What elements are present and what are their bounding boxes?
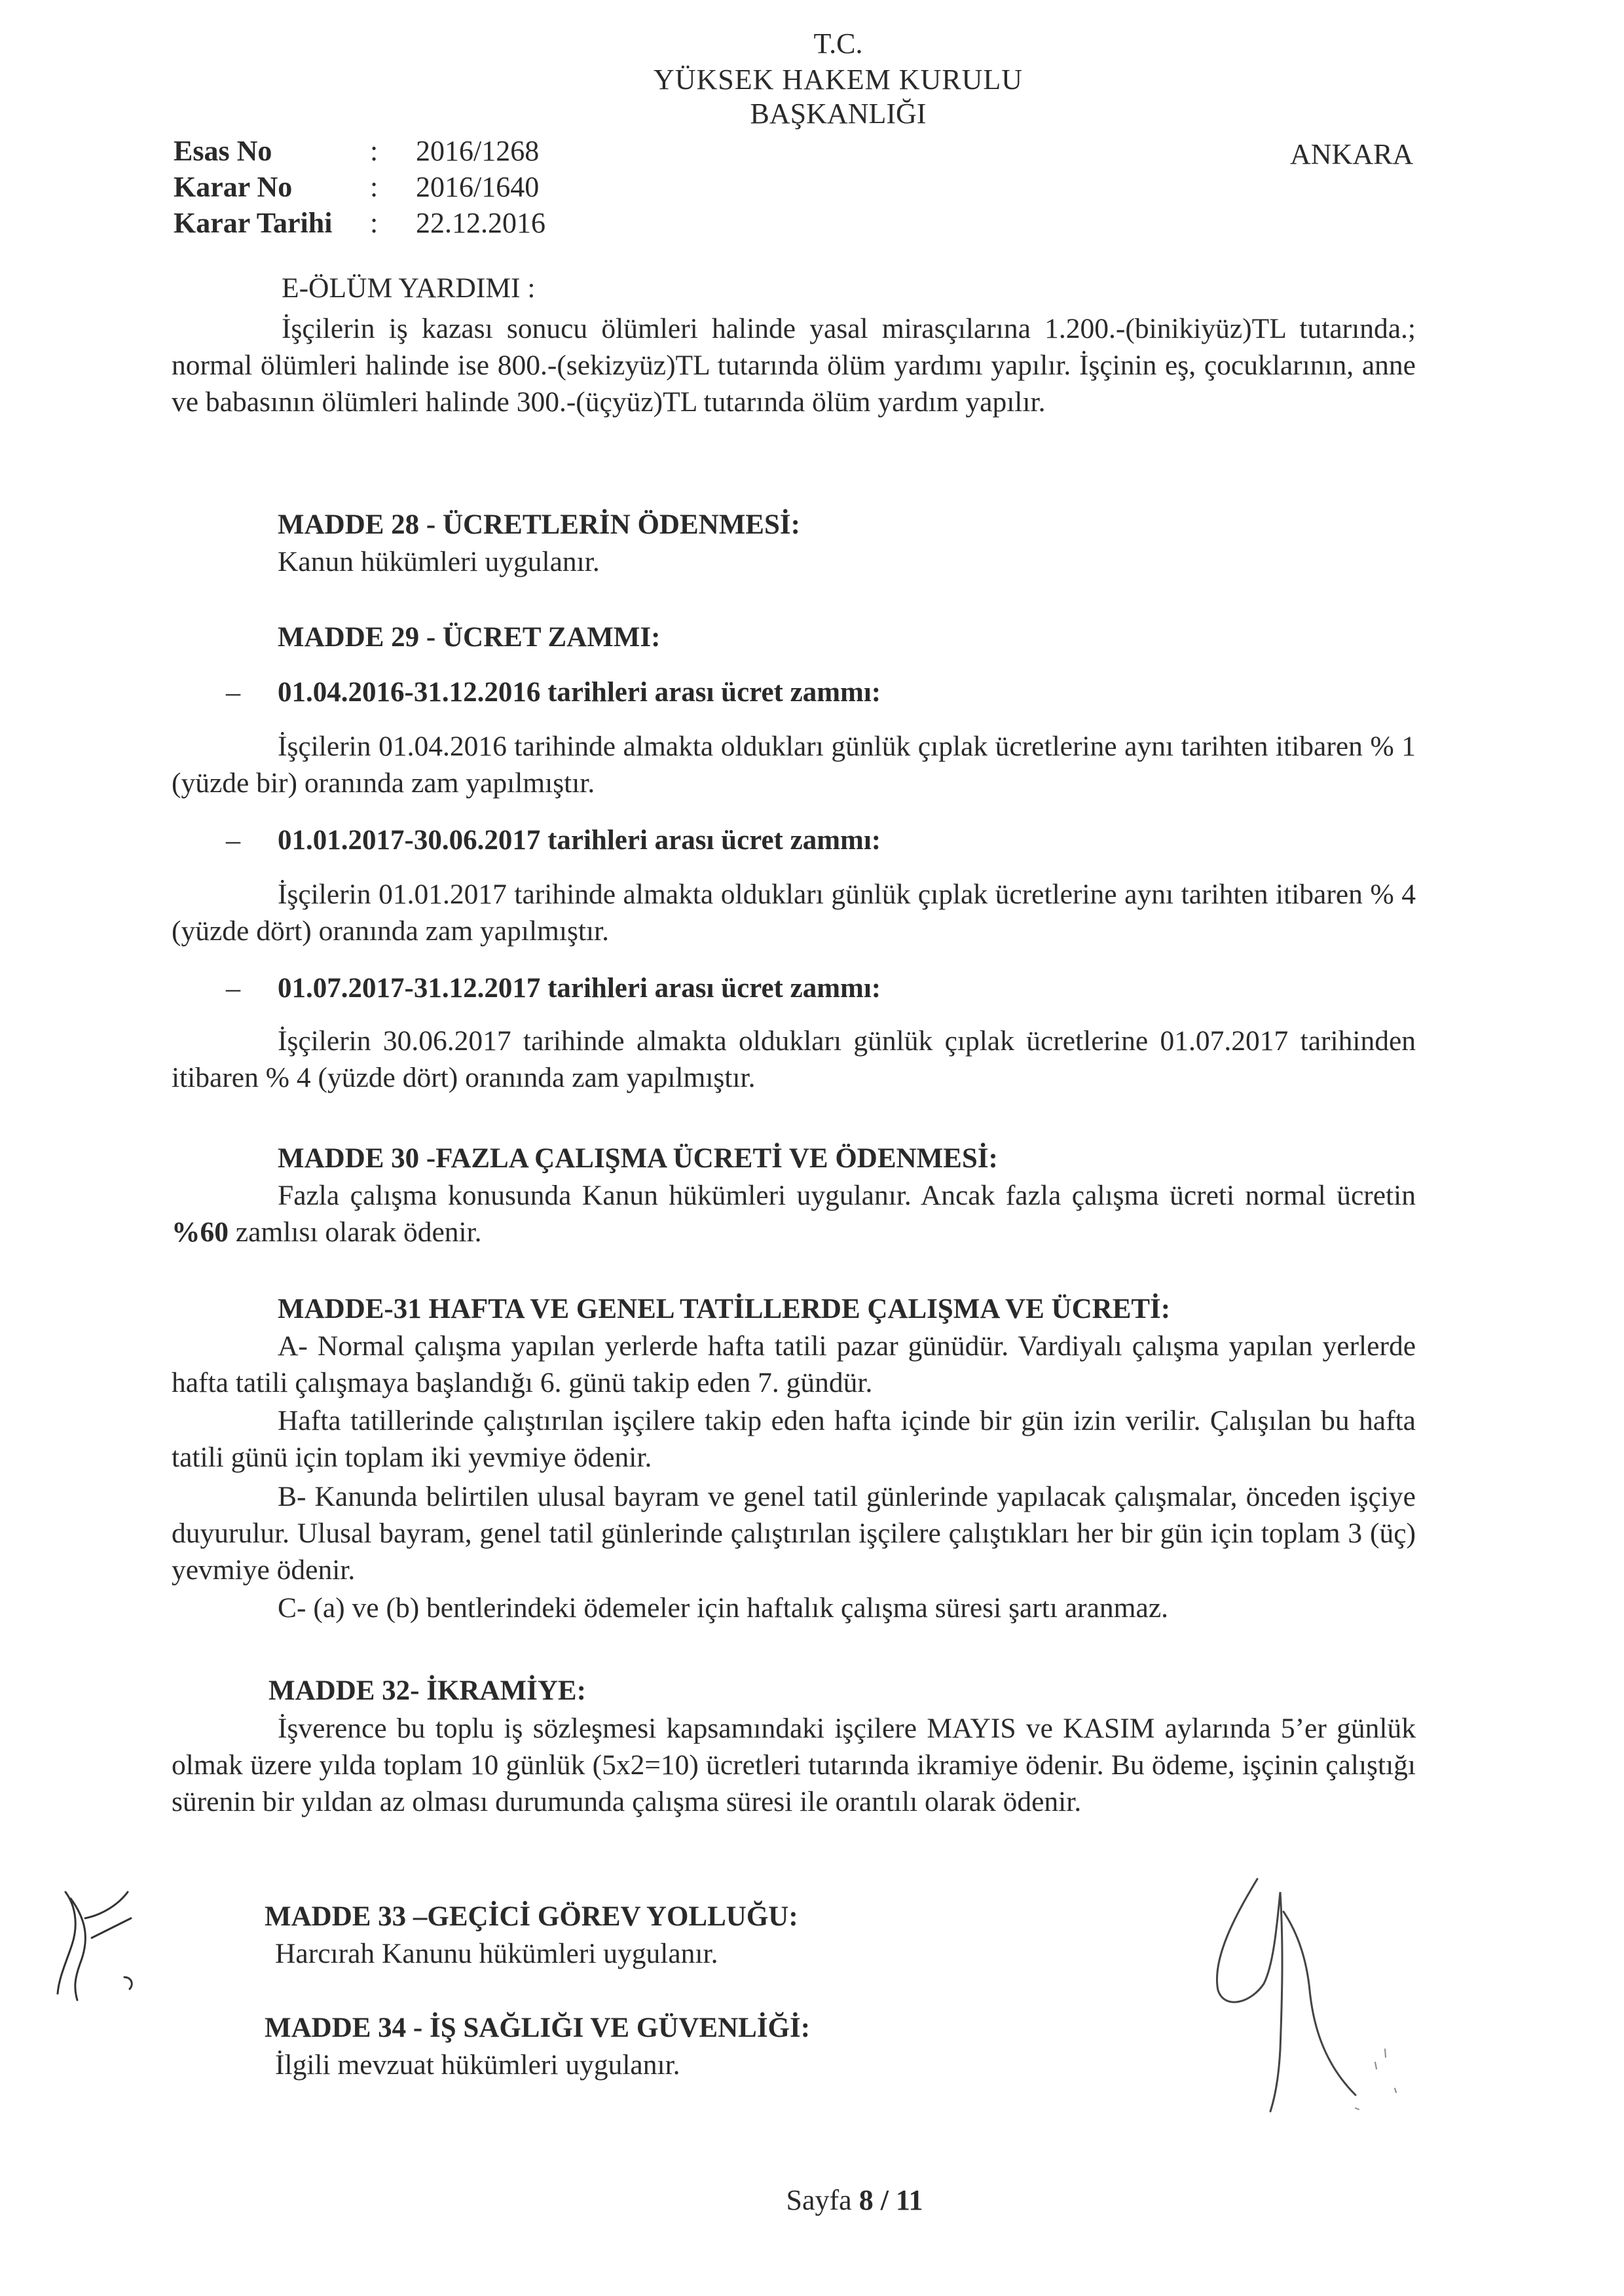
madde-31-paragraph-a: A- Normal çalışma yapılan yerlerde hafta tatili pazar günüdür. Vardiyalı çalışma yapılan yerlerde hafta tatili çalışmaya başlandığı 6. günü takip eden 7. gündür. bbox=[172, 1330, 1416, 1398]
meta-value: 2016/1640 bbox=[416, 171, 540, 203]
madde-29-item-text: İşçilerin 01.04.2016 tarihinde almakta oldukları günlük çıplak ücretlerine aynı tarihten itibaren % 1 (yüzde bir) oranında zam yapılmıştır. bbox=[172, 731, 1416, 799]
madde-30-rate: %60 bbox=[172, 1216, 229, 1248]
madde-30-text-a: Fazla çalışma konusunda Kanun hükümleri uygulanır. Ancak fazla çalışma ücreti normal ücretin bbox=[278, 1180, 1416, 1211]
e-olum-text: İşçilerin iş kazası sonucu ölümleri halinde yasal mirasçılarına 1.200.-(binikiyüz)TL tutarında.; normal ölümleri halinde ise 800.-(sekizyüz)TL tutarında ölüm yardımı yapılır. İşçinin eş, çocuklarının, anne ve babasının ölümleri halinde 300.-(üçyüz)TL tutarında ölüm yardım yapılır. bbox=[172, 313, 1416, 418]
meta-row-karar bbox=[174, 169, 612, 205]
case-meta bbox=[174, 133, 612, 241]
madde-31-paragraph-a2: Hafta tatillerinde çalıştırılan işçilere takip eden hafta içinde bir gün izin verilir. Çalışılan bu hafta tatili günü için toplam iki yevmiye ödenir. bbox=[172, 1405, 1416, 1473]
header-tc: T.C. bbox=[813, 27, 863, 60]
dash-bullet: – bbox=[226, 676, 240, 708]
madde-28-title: MADDE 28 - ÜCRETLERİN ÖDENMESİ: bbox=[278, 509, 800, 540]
madde-33-title: MADDE 33 –GEÇİCİ GÖREV YOLLUĞU: bbox=[265, 1901, 798, 1932]
signature bbox=[1159, 1853, 1434, 2128]
madde-29-item-heading: 01.07.2017-31.12.2017 tarihleri arası ücret zammı: bbox=[278, 973, 881, 1004]
meta-value: 22.12.2016 bbox=[416, 207, 545, 239]
footer-separator: / bbox=[873, 2184, 896, 2216]
madde-28-text: Kanun hükümleri uygulanır. bbox=[278, 546, 600, 577]
madde-30-text bbox=[172, 1177, 1416, 1250]
meta-row-esas bbox=[174, 133, 612, 169]
page-footer bbox=[0, 2183, 1624, 2217]
madde-32-title: MADDE 32- İKRAMİYE: bbox=[268, 1675, 586, 1706]
madde-31-paragraph-c: C- (a) ve (b) bentlerindeki ödemeler için haftalık çalışma süresi şartı aranmaz. bbox=[278, 1592, 1169, 1624]
madde-31-paragraph-b: B- Kanunda belirtilen ulusal bayram ve genel tatil günlerinde yapılacak çalışmalar, önceden işçiye duyurulur. Ulusal bayram, genel tatil günlerinde çalıştırılan işçilere çalıştıkları her bir gün için toplam 3 (üç) yevmiye ödenir. bbox=[172, 1481, 1416, 1586]
meta-label: Karar Tarihi bbox=[174, 207, 333, 239]
header-city: ANKARA bbox=[1290, 138, 1414, 170]
madde-32-text: İşverence bu toplu iş sözleşmesi kapsamındaki işçilere MAYIS ve KASIM aylarında 5’er günlük olmak üzere yılda toplam 10 günlük (5x2=10) ücretleri tutarında ikramiye ödenir. Bu ödeme, işçinin çalıştığı sürenin bir yıldan az olması durumunda çalışma süresi ile orantılı olarak ödenir. bbox=[172, 1713, 1416, 1817]
footer-total-pages: 11 bbox=[895, 2184, 923, 2216]
madde-34-title: MADDE 34 - İŞ SAĞLIĞI VE GÜVENLİĞİ: bbox=[265, 2013, 811, 2043]
meta-row-karar-tarihi bbox=[174, 205, 612, 241]
meta-label: Esas No bbox=[174, 135, 272, 167]
madde-31-title: MADDE-31 HAFTA VE GENEL TATİLLERDE ÇALIŞMA VE ÜCRETİ: bbox=[278, 1294, 1171, 1324]
footer-prefix: Sayfa bbox=[786, 2184, 859, 2216]
footer-current-page: 8 bbox=[858, 2184, 874, 2216]
meta-sep: : bbox=[370, 207, 378, 239]
dash-bullet: – bbox=[226, 824, 240, 856]
madde-29-title: MADDE 29 - ÜCRET ZAMMI: bbox=[278, 622, 661, 653]
madde-34-text: İlgili mevzuat hükümleri uygulanır. bbox=[275, 2049, 680, 2081]
meta-sep: : bbox=[370, 171, 378, 203]
header-organization: YÜKSEK HAKEM KURULU bbox=[653, 64, 1024, 96]
dash-bullet: – bbox=[226, 972, 240, 1004]
madde-30-text-c: zamlısı olarak ödenir. bbox=[229, 1216, 482, 1248]
meta-value: 2016/1268 bbox=[416, 135, 540, 167]
madde-29-item-heading: 01.04.2016-31.12.2016 tarihleri arası ücret zammı: bbox=[278, 677, 881, 708]
madde-29-item-text: İşçilerin 30.06.2017 tarihinde almakta oldukları günlük çıplak ücretlerine 01.07.2017 tarihinden itibaren % 4 (yüzde dört) oranında zam yapılmıştır. bbox=[172, 1025, 1416, 1093]
e-olum-title: E-ÖLÜM YARDIMI : bbox=[282, 272, 536, 304]
meta-label: Karar No bbox=[174, 171, 293, 203]
madde-30-title: MADDE 30 -FAZLA ÇALIŞMA ÜCRETİ VE ÖDENMESİ: bbox=[278, 1143, 998, 1174]
margin-initials-signature bbox=[39, 1879, 144, 2010]
madde-29-item-text: İşçilerin 01.01.2017 tarihinde almakta oldukları günlük çıplak ücretlerine aynı tarihten itibaren % 4 (yüzde dört) oranında zam yapılmıştır. bbox=[172, 879, 1416, 947]
header-department: BAŞKANLIĞI bbox=[750, 98, 927, 130]
madde-33-text: Harcırah Kanunu hükümleri uygulanır. bbox=[275, 1938, 718, 1969]
madde-29-item-heading: 01.01.2017-30.06.2017 tarihleri arası ücret zammı: bbox=[278, 825, 881, 856]
meta-sep: : bbox=[370, 135, 378, 167]
